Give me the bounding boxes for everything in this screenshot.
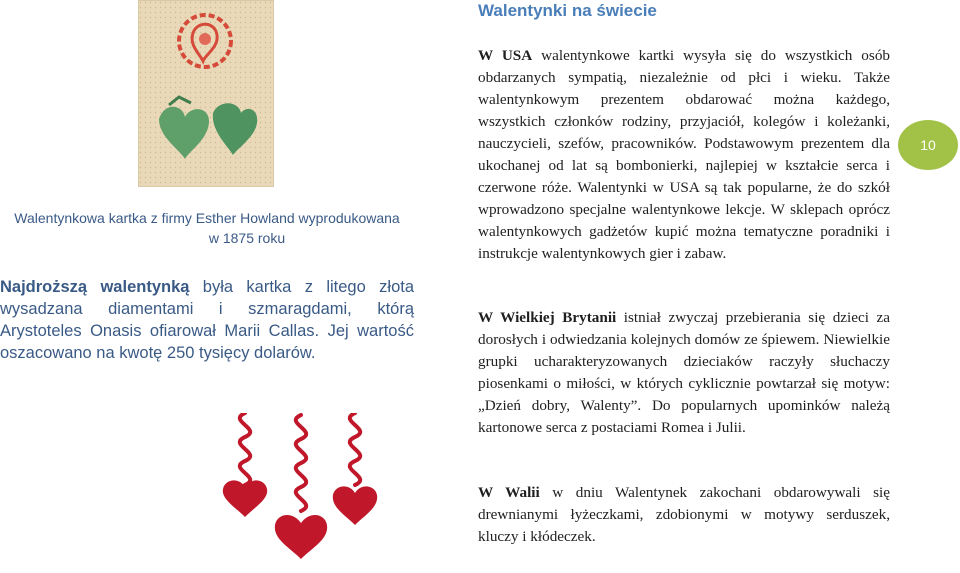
usa-heading: W USA xyxy=(478,47,533,64)
spiral-hearts-image xyxy=(205,413,385,573)
heart-right-icon xyxy=(333,486,377,525)
page-title: Walentynki na świecie xyxy=(478,1,657,20)
caption-line-1: Walentynkowa kartka z firmy Esther Howland wyprodukowana xyxy=(14,210,400,226)
valentine-card-image xyxy=(138,0,274,187)
page-number-badge: 10 xyxy=(898,120,958,170)
wales-heading: W Walii xyxy=(478,484,540,501)
caption-line-2: w 1875 roku xyxy=(208,230,286,246)
card-caption xyxy=(0,208,414,248)
spiral-heart-middle xyxy=(296,415,306,511)
spiral-heart-right xyxy=(350,413,360,485)
uk-section xyxy=(478,307,890,439)
usa-paragraph xyxy=(478,45,890,265)
uk-text: istniał zwyczaj przebierania się dzieci za dorosłych i odwiedzania kolejnych domów ze śpiewem. Niewielkie grupki ucharakteryzowanych dzieciaków raczyły słuchaczy piosenkami o miłości, w których cyklicznie powtarzał się motyw: „Dzień dobry, Walenty”. Do popularnych upominków należą kartonowe serca z postaciami Romea i Julii. xyxy=(478,309,890,436)
uk-heading: W Wielkiej Brytanii xyxy=(478,309,617,326)
left-para-text: była kartka z litego złota wysadzana diamentami i szmaragdami, którą Arystoteles Onasis ofiarował Marii Callas. Jej wartość oszacowano na kwotę 250 tysięcy dolarów. xyxy=(0,278,415,362)
heart-middle-icon xyxy=(275,515,327,559)
wales-text: w dniu Walentynek zakochani obdarowywali się drewnianymi łyżeczkami, zdobionymi w motywy serduszek, kluczy i kłódeczek. xyxy=(478,484,890,545)
wales-paragraph xyxy=(478,482,890,548)
uk-paragraph xyxy=(478,307,890,439)
left-para-bold: Najdroższą walentynką xyxy=(0,278,190,296)
spiral-heart-left xyxy=(240,413,250,485)
wales-section xyxy=(478,482,890,548)
usa-section xyxy=(478,45,890,265)
usa-text: walentynkowe kartki wysyła się do wszystkich osób obdarzanych sympatią, niezależnie od płci i wieku. Także walentynkowym prezentem obdarować można każdego, wszystkich członków rodziny, przyjaciół, kolegów i koleżanki, nauczycieli, szefów, pracowników. Podstawowym prezentem dla ukochanej od lat są bombonierki, najlepiej w kształcie serca i czerwone róże. Walentynki w USA są tak popularne, że do szkół wprowadzono specjalne walentynkowe lekcje. W sklepach oprócz walentynkowych gadżetów kupić można tematyczne poradniki i instrukcje walentynkowych gier i zabaw. xyxy=(478,47,891,262)
most-expensive-valentine-paragraph xyxy=(0,276,414,364)
